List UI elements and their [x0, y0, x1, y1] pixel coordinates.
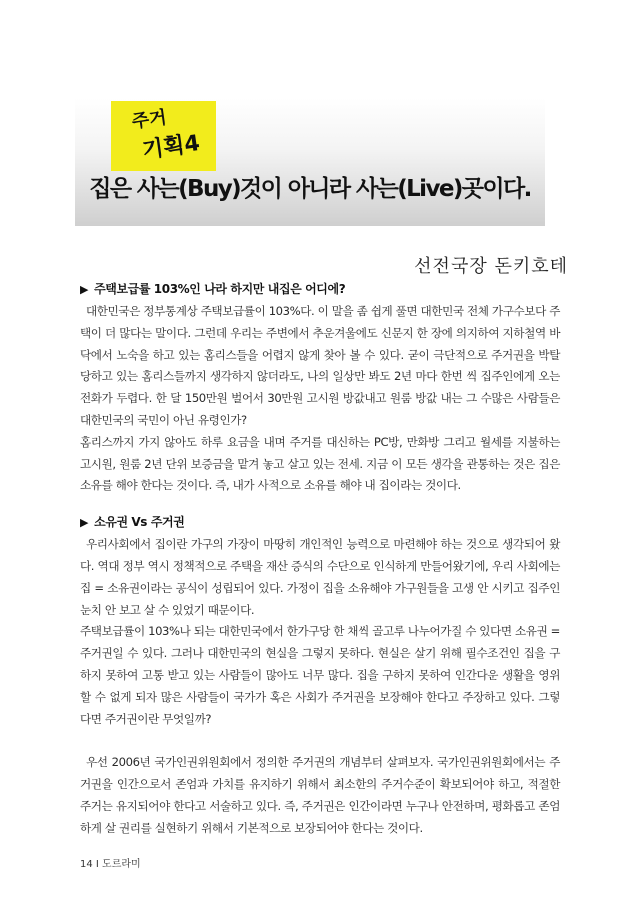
triangle-bullet-icon: ▶: [80, 283, 89, 296]
section-heading: [80, 511, 560, 534]
paragraph: 우리사회에서 집이란 가구의 가장이 마땅히 개인적인 능력으로 마련해야 하는 것으로 생각되어 왔다. 역대 정부 역시 정책적으로 주택을 재산 증식의 수단으로 인식하게 만들어왔기에, 우리 사회에는 집 = 소유권이라는 공식이 성립되어 있다. 가정이 집을 소유해야 가구원들을 고생 안 시키고 집주인 눈치 안 보고 살 수 있었기 때문이다.: [80, 537, 560, 617]
paragraph: 주택보급률이 103%나 되는 대한민국에서 한가구당 한 채씩 골고루 나누어가질 수 있다면 소유권 =주거권일 수 있다. 그러나 대한민국의 현실을 그렇지 못하다. 현실은 살기 위해 필수조건인 집을 구하지 못하여 고통 받고 있는 사람들이 많아도 너무 많다. 집을 구하지 못하여 인간다운 생활을 영위할 수 없게 되자 많은 사람들이 국가가 혹은 사회가 주거권을 보장해야 한다고 주장하고 있다. 그렇다면 주거권이란 무엇일까?: [80, 624, 560, 726]
author-byline: 선전국장 돈키호테: [414, 256, 568, 277]
series-tag-category: 주거: [130, 107, 168, 133]
section-heading: [80, 278, 560, 301]
paragraph: 홈리스까지 가지 않아도 하루 요금을 내며 주거를 대신하는 PC방, 만화방 그리고 월세를 지불하는 고시원, 원룸 2년 단위 보증금을 맡겨 놓고 살고 있는 전세. 지금 이 모든 생각을 관통하는 것은 집은 소유를 해야 한다는 것이다. 즉, 내가 사적으로 소유를 해야 내 집이라는 것이다.: [80, 434, 560, 493]
series-tag-number: 기획4: [140, 130, 202, 164]
section-heading-text: 소유권 Vs 주거권: [94, 515, 185, 530]
article-body: [80, 278, 560, 840]
article-title: 집은 사는(Buy)것이 아니라 사는(Live)곳이다.: [89, 176, 531, 202]
section-heading-text: 주택보급률 103%인 나라 하지만 내집은 어디에?: [94, 282, 346, 296]
paragraph: 대한민국은 정부통계상 주택보급률이 103%다. 이 말을 좀 쉽게 풀면 대한민국 전체 가구수보다 주택이 더 많다는 말이다. 그런데 우리는 주변에서 추운겨울에도 신문지 한 장에 의지하여 지하철역 바닥에서 노숙을 하고 있는 홈리스들을 어렵지 않게 찾아 볼 수 있다. 굳이 극단적으로 주거권을 박탈당하고 있는 홈리스들까지 생각하지 않더라도, 나의 일상만 봐도 2년 마다 한번 씩 집주인에게 오는 전화가 두렵다. 한 달 150만원 벌어서 30만원 고시원 방값내고 원룸 방값 내는 그 수많은 사람들은 대한민국의 국민이 아닌 유령인가?: [80, 304, 560, 427]
page-footer: 14 I 도르라미: [80, 859, 141, 870]
paragraph: 우선 2006년 국가인권위원회에서 정의한 주거권의 개념부터 살펴보자. 국가인권위원회에서는 주거권을 인간으로서 존엄과 가치를 유지하기 위해서 최소한의 주거수준이 확보되어야 하고, 적절한 주거는 유지되어야 한다고 서술하고 있다. 즉, 주거권은 인간이라면 누구나 안전하며, 평화롭고 존엄하게 살 권리를 실현하기 위해서 기본적으로 보장되어야 한다는 것이다.: [80, 755, 560, 835]
triangle-bullet-icon: ▶: [80, 516, 89, 530]
